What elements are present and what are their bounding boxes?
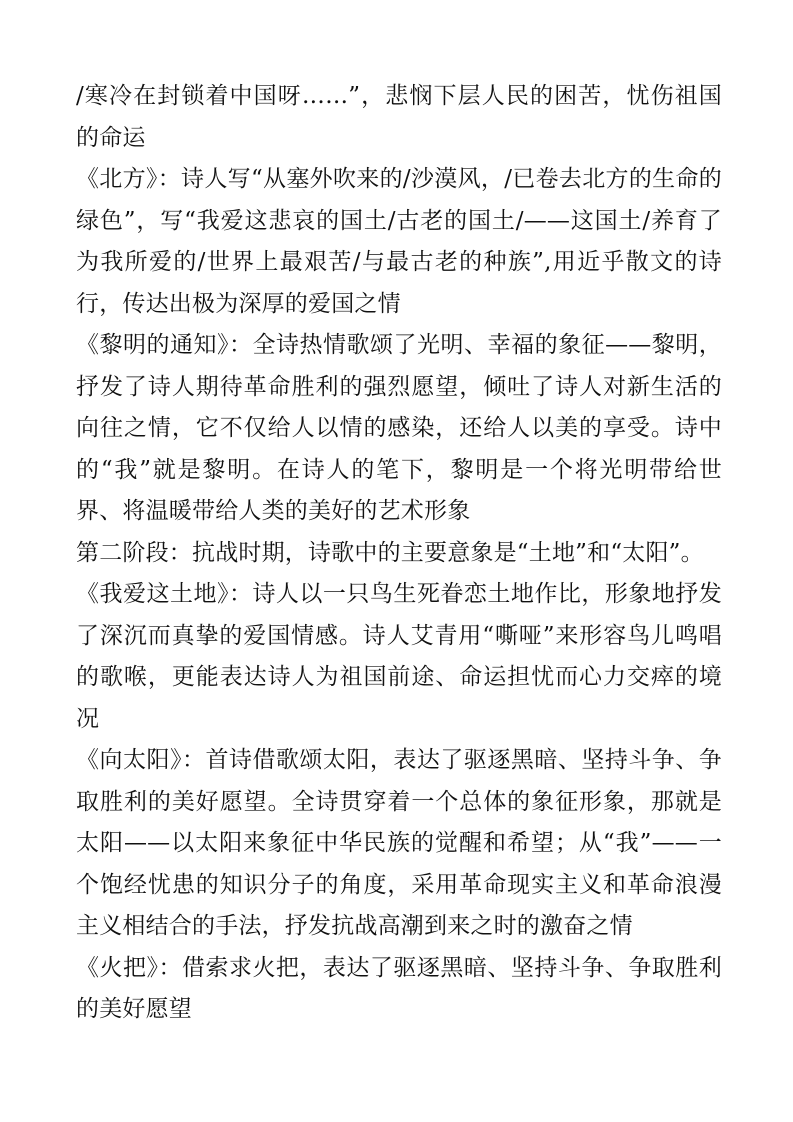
- paragraph-wo-ai-zhe-tudi: 《我爱这土地》：诗人以一只鸟生死眷恋土地作比，形象地抒发了深沉而真挚的爱国情感。诗人艾青用“嘶哑”来形容鸟儿鸣唱的歌喉，更能表达诗人为祖国前途、命运担忧而心力交瘁的境况: [76, 581, 722, 732]
- document-body: [76, 76, 722, 1031]
- paragraph-beifang: 《北方》：诗人写“从塞外吹来的/沙漠风，/已卷去北方的生命的绿色”，写“我爱这悲哀的国土/古老的国土/——这国土/养育了为我所爱的/世界上最艰苦/与最古老的种族”,用近乎散文的诗行，传达出极为深厚的爱国之情: [76, 166, 722, 317]
- paragraph-xiang-taiyang: 《向太阳》：首诗借歌颂太阳，表达了驱逐黑暗、坚持斗争、争取胜利的美好愿望。全诗贯穿着一个总体的象征形象，那就是太阳——以太阳来象征中华民族的觉醒和希望；从“我”——一个饱经忧患的知识分子的角度，采用革命现实主义和革命浪漫主义相结合的手法，抒发抗战高潮到来之时的激奋之情: [76, 747, 722, 939]
- paragraph-second-stage: 第二阶段：抗战时期，诗歌中的主要意象是“土地”和“太阳”。: [76, 539, 704, 566]
- paragraph-huoba: 《火把》：借索求火把，表达了驱逐黑暗、坚持斗争、争取胜利的美好愿望: [76, 954, 722, 1022]
- paragraph-continuation: /寒冷在封锁着中国呀……”，悲悯下层人民的困苦，忧伤祖国的命运: [76, 83, 722, 151]
- paragraph-liming-de-tongzhi: 《黎明的通知》：全诗热情歌颂了光明、幸福的象征——黎明，抒发了诗人期待革命胜利的强烈愿望，倾吐了诗人对新生活的向往之情，它不仅给人以情的感染，还给人以美的享受。诗中的“我”就是黎明。在诗人的笔下，黎明是一个将光明带给世界、将温暖带给人类的美好的艺术形象: [76, 332, 722, 524]
